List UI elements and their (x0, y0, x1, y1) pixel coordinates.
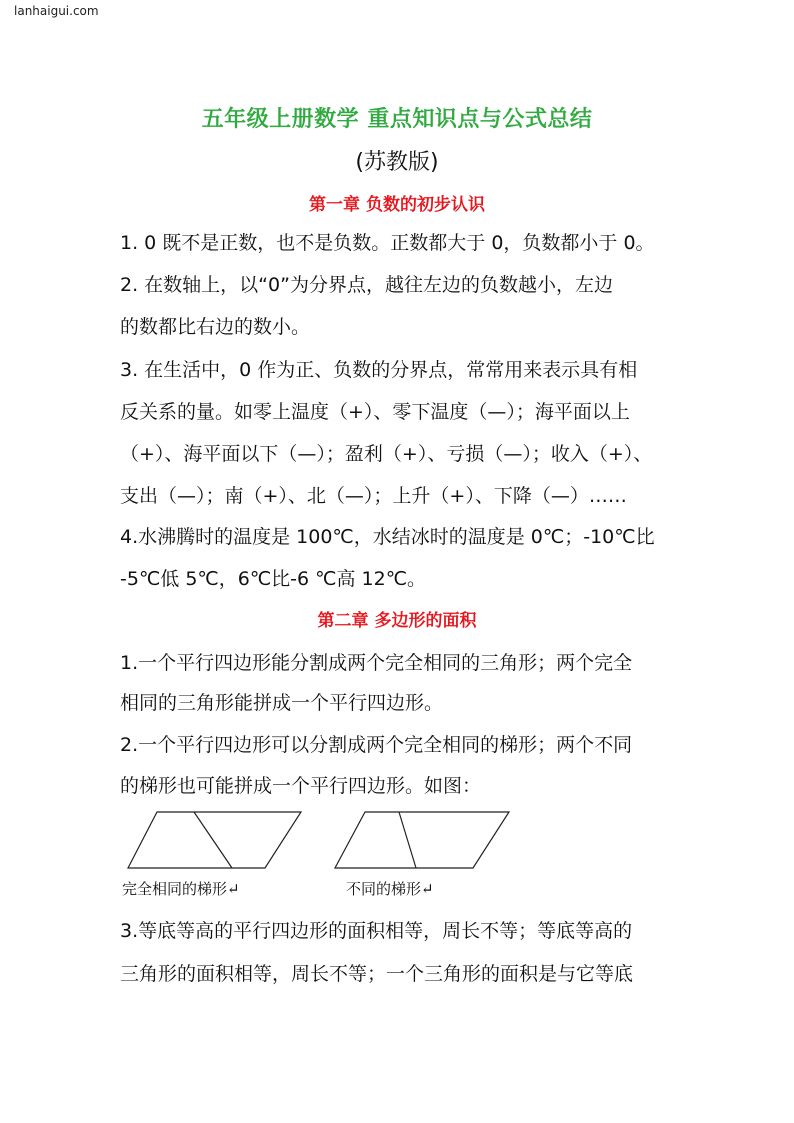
text-line: 2. 在数轴上，以“0”为分界点，越往左边的负数越小，左边 (120, 274, 613, 296)
split-line-different (399, 812, 416, 868)
text-line: 1.一个平行四边形能分割成两个完全相同的三角形；两个完全 (120, 652, 633, 674)
text-line: 2.一个平行四边形可以分割成两个完全相同的梯形；两个不同 (120, 734, 633, 756)
page-title: 五年级上册数学 重点知识点与公式总结 (201, 107, 593, 132)
text-line: 4.水沸腾时的温度是 100℃，水结冰时的温度是 0℃；-10℃比 (120, 526, 655, 548)
page-subtitle: (苏教版) (355, 150, 439, 175)
text-line: 三角形的面积相等，周长不等；一个三角形的面积是与它等底 (120, 963, 634, 985)
text-line: 支出（—）；南（+）、北（—）；上升（+）、下降（—）…… (120, 485, 627, 507)
text-line: 相同的三角形能拼成一个平行四边形。 (120, 692, 444, 714)
text-line: 1. 0 既不是正数，也不是负数。正数都大于 0，负数都小于 0。 (120, 232, 655, 254)
figure-label-different: 不同的梯形↵ (346, 880, 434, 898)
split-line-identical (194, 812, 232, 868)
site-watermark: lanhaigui.com (14, 4, 99, 18)
text-line: -5℃低 5℃，6℃比-6 ℃高 12℃。 (120, 568, 427, 590)
trapezoid-figure (120, 808, 520, 872)
text-line: 的数都比右边的数小。 (120, 316, 311, 338)
text-line: 3. 在生活中，0 作为正、负数的分界点，常常用来表示具有相 (120, 359, 638, 381)
parallelogram-identical-split (128, 812, 301, 868)
figure-label-identical: 完全相同的梯形↵ (122, 880, 240, 898)
chapter-1-heading: 第一章 负数的初步认识 (309, 195, 485, 215)
text-line: （+）、海平面以下（—）；盈利（+）、亏损（—）；收入（+）、 (120, 443, 653, 465)
text-line: 3.等底等高的平行四边形的面积相等，周长不等；等底等高的 (120, 920, 633, 942)
chapter-2-heading: 第二章 多边形的面积 (317, 611, 477, 631)
text-line: 反关系的量。如零上温度（+）、零下温度（—）；海平面以上 (120, 401, 630, 423)
text-line: 的梯形也可能拼成一个平行四边形。如图： (120, 775, 482, 797)
parallelogram-different-split (335, 812, 509, 868)
